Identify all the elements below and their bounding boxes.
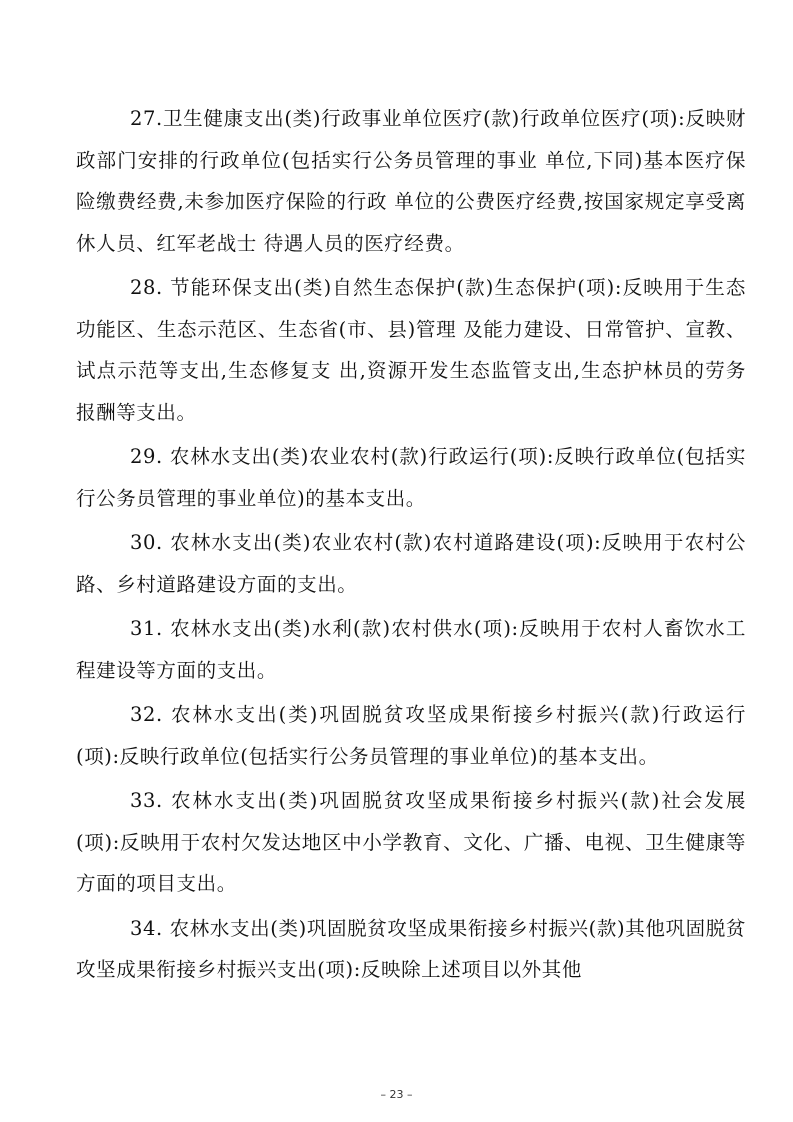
paragraph-32: 32. 农林水支出(类)巩固脱贫攻坚成果衔接乡村振兴(款)行政运行(项):反映行政单位(包括实行公务员管理的事业单位)的基本支出。 — [76, 703, 746, 768]
paragraph-34: 34. 农林水支出(类)巩固脱贫攻坚成果衔接乡村振兴(款)其他巩固脱贫攻坚成果衔接乡村振兴支出(项):反映除上述项目以外其他 — [76, 916, 746, 981]
paragraph-28: 28. 节能环保支出(类)自然生态保护(款)生态保护(项):反映用于生态功能区、生态示范区、生态省(市、县)管理 及能力建设、日常管护、宣教、试点示范等支出,生态修复支 出,资源开发生态监管支出,生态护林员的劳务报酬等支出。 — [76, 276, 746, 424]
paragraph-33: 33. 农林水支出(类)巩固脱贫攻坚成果衔接乡村振兴(款)社会发展(项):反映用于农村欠发达地区中小学教育、文化、广播、电视、卫生健康等方面的项目支出。 — [76, 789, 746, 895]
page-number: – 23 – — [380, 1088, 413, 1101]
document-body — [76, 98, 746, 991]
paragraph-31: 31. 农林水支出(类)水利(款)农村供水(项):反映用于农村人畜饮水工程建设等方面的支出。 — [76, 617, 746, 682]
paragraph-27: 27.卫生健康支出(类)行政事业单位医疗(款)行政单位医疗(项):反映财政部门安排的行政单位(包括实行公务员管理的事业 单位,下同)基本医疗保险缴费经费,未参加医疗保险的行政 单位的公费医疗经费,按国家规定享受离休人员、红军老战士 待遇人员的医疗经费。 — [76, 107, 746, 255]
paragraph-30: 30. 农林水支出(类)农业农村(款)农村道路建设(项):反映用于农村公路、乡村道路建设方面的支出。 — [76, 531, 746, 596]
paragraph-29: 29. 农林水支出(类)农业农村(款)行政运行(项):反映行政单位(包括实行公务员管理的事业单位)的基本支出。 — [76, 445, 746, 510]
